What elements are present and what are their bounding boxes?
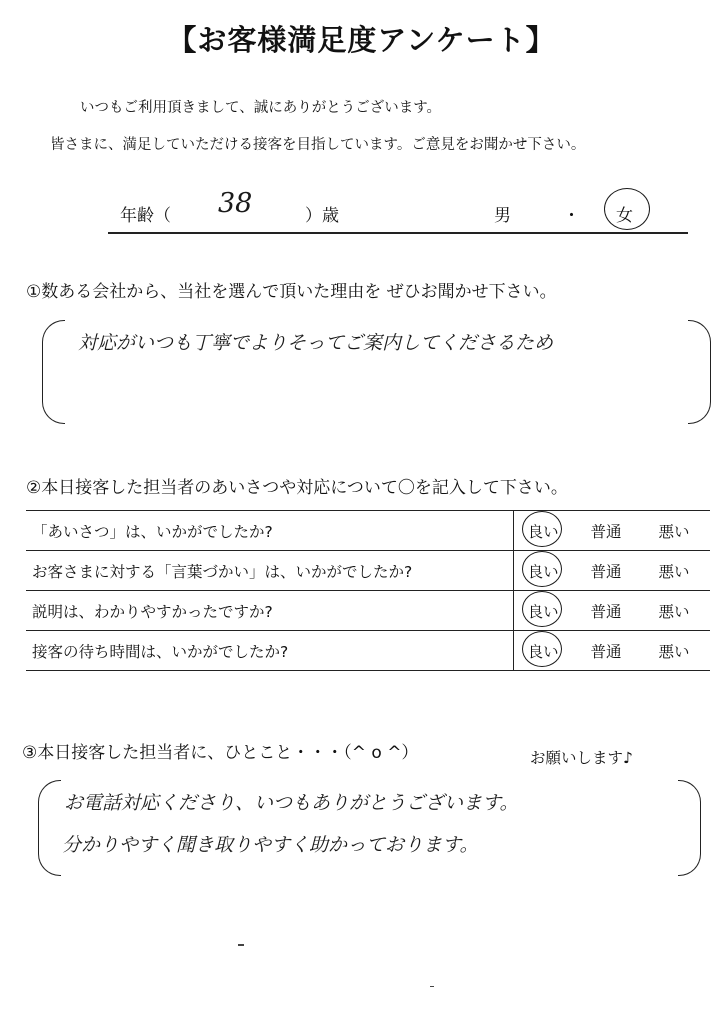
rating-options — [514, 511, 710, 551]
gender-male[interactable]: 男 — [494, 206, 511, 226]
option-average[interactable]: 普通 — [590, 562, 622, 581]
q1-question: ①数ある会社から、当社を選んで頂いた理由を ぜひお聞かせ下さい。 — [26, 282, 557, 302]
rating-options — [514, 551, 710, 591]
q3-question: ③本日接客した担当者に、ひとこと・・・（^ o ^） — [22, 743, 419, 763]
option-good[interactable]: 良い — [518, 600, 568, 622]
table-row — [26, 511, 710, 551]
option-average[interactable]: 普通 — [590, 642, 622, 661]
q3-answer-line-1[interactable]: お電話対応くださり、いつもありがとうございます。 — [64, 792, 519, 814]
scan-speck — [238, 944, 244, 946]
survey-title: 【お客様満足度アンケート】 — [167, 23, 556, 57]
option-bad[interactable]: 悪い — [658, 642, 690, 661]
option-average[interactable]: 普通 — [590, 602, 622, 621]
q3-note: お願いします♪ — [530, 749, 633, 767]
option-good[interactable]: 良い — [518, 640, 568, 662]
option-good[interactable]: 良い — [518, 560, 568, 582]
gender-female[interactable]: 女 — [616, 206, 633, 226]
rating-options — [514, 591, 710, 631]
age-suffix: ）歳 — [305, 206, 339, 226]
option-bad[interactable]: 悪い — [658, 602, 690, 621]
option-average[interactable]: 普通 — [590, 522, 622, 541]
table-row — [26, 551, 710, 591]
rating-question: 「あいさつ」は、いかがでしたか? — [26, 511, 514, 551]
q1-bracket-left — [42, 320, 65, 424]
gender-separator: ・ — [563, 206, 580, 226]
q2-question: ②本日接客した担当者のあいさつや対応について〇を記入して下さい。 — [26, 478, 568, 498]
table-row — [26, 631, 710, 671]
option-bad[interactable]: 悪い — [658, 562, 690, 581]
option-bad[interactable]: 悪い — [658, 522, 690, 541]
rating-options — [514, 631, 710, 671]
intro-line-1: いつもご利用頂きまして、誠にありがとうございます。 — [80, 100, 442, 116]
gender-selection-circle — [604, 188, 650, 230]
rating-question: 説明は、わかりやすかったですか? — [26, 591, 514, 631]
q1-answer[interactable]: 対応がいつも丁寧でよりそってご案内してくださるため — [78, 332, 554, 354]
rating-question: 接客の待ち時間は、いかがでしたか? — [26, 631, 514, 671]
scan-speck — [430, 986, 434, 987]
age-value[interactable]: 38 — [218, 188, 253, 219]
respondent-underline — [108, 232, 688, 234]
table-row — [26, 591, 710, 631]
rating-table — [26, 510, 710, 671]
rating-question: お客さまに対する「言葉づかい」は、いかがでしたか? — [26, 551, 514, 591]
option-good[interactable]: 良い — [518, 520, 568, 542]
q3-bracket-right — [678, 780, 701, 876]
q3-answer-line-2[interactable]: 分かりやすく聞き取りやすく助かっております。 — [62, 834, 479, 856]
q1-bracket-right — [688, 320, 711, 424]
intro-line-2: 皆さまに、満足していただける接客を目指しています。ご意見をお聞かせ下さい。 — [50, 137, 586, 153]
q3-bracket-left — [38, 780, 61, 876]
age-label: 年齢（ — [120, 206, 171, 226]
